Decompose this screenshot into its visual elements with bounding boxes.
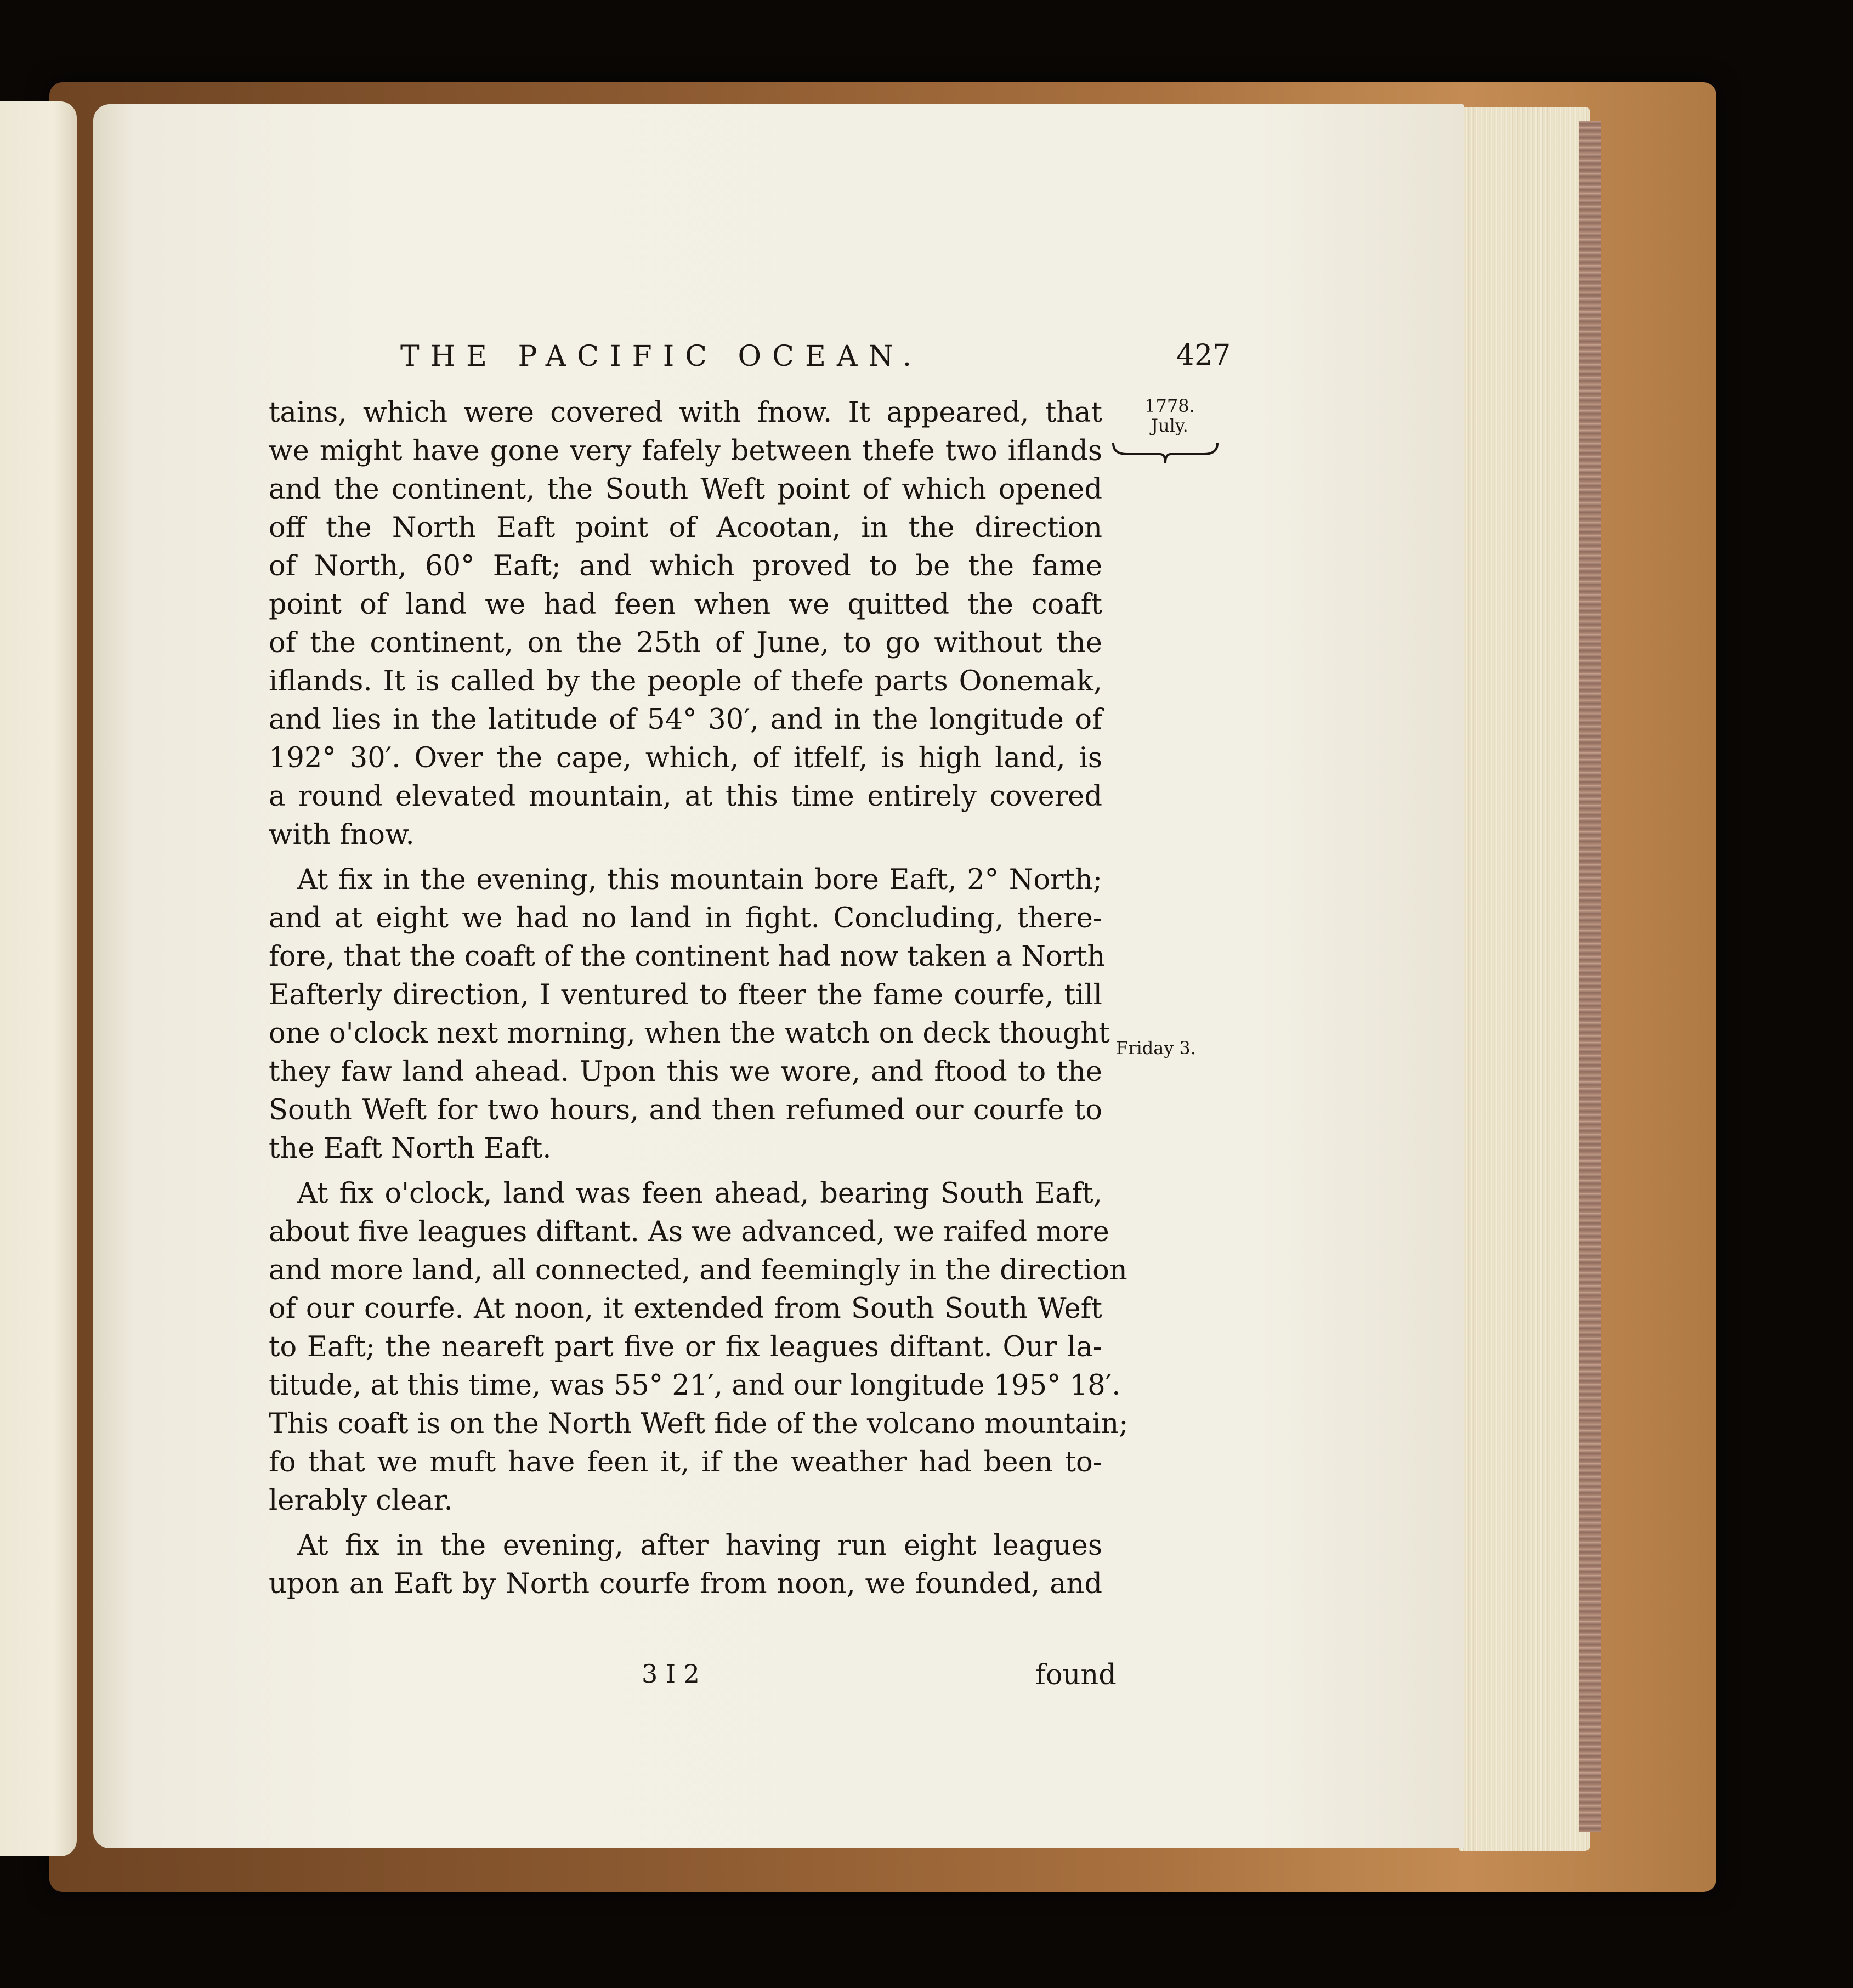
text-line: lerably clear. <box>269 1485 453 1517</box>
text-line: of the continent, on the 25th of June, to go without the <box>269 627 1102 659</box>
text-line: iflands. It is called by the people of thefe parts Oonemak, <box>269 665 1102 698</box>
text-line: one o'clock next morning, when the watch on deck thought <box>269 1017 1110 1050</box>
text-line: fore, that the coaft of the continent had now taken a North <box>269 941 1106 973</box>
text-line: and more land, all connected, and feemingly in the direction <box>269 1254 1127 1287</box>
brace-icon <box>1110 439 1220 466</box>
running-head: THE PACIFIC OCEAN. <box>400 340 923 373</box>
page-number: 427 <box>1176 339 1231 372</box>
text-line: point of land we had feen when we quitted the coaft <box>269 588 1102 621</box>
text-line: titude, at this time, was 55° 21′, and our longitude 195° 18′. <box>269 1369 1121 1402</box>
page-block-edges <box>1459 107 1590 1851</box>
text-line: fo that we muft have feen it, if the weather had been to- <box>269 1446 1102 1479</box>
text-line: off the North Eaft point of Acootan, in the direction <box>269 512 1102 544</box>
body-text <box>269 394 1129 1604</box>
marbled-endpaper <box>1579 121 1601 1832</box>
text-line: 192° 30′. Over the cape, which, of itfelf, is high land, is <box>269 742 1102 774</box>
text-line: This coaft is on the North Weft fide of the volcano mountain; <box>269 1408 1129 1440</box>
signature-mark: 3 I 2 <box>642 1659 700 1689</box>
facing-page-edge <box>0 101 77 1856</box>
text-line: the Eaft North Eaft. <box>269 1132 552 1165</box>
margin-note-year: 1778. <box>1144 395 1195 416</box>
text-line: with fnow. <box>269 819 415 851</box>
text-line: Eafterly direction, I ventured to fteer the fame courfe, till <box>269 979 1102 1011</box>
margin-note-month: July. <box>1151 415 1188 436</box>
text-line: they faw land ahead. Upon this we wore, and ftood to the <box>269 1056 1102 1088</box>
text-line: At fix o'clock, land was feen ahead, bearing South Eaft, <box>297 1177 1102 1210</box>
text-line: of North, 60° Eaft; and which proved to be the fame <box>269 550 1102 582</box>
text-line: upon an Eaft by North courfe from noon, we founded, and <box>269 1568 1102 1600</box>
text-line: At fix in the evening, after having run eight leagues <box>297 1530 1102 1562</box>
text-line: to Eaft; the neareft part five or fix leagues diftant. Our la- <box>269 1331 1102 1363</box>
text-line: a round elevated mountain, at this time entirely covered <box>269 780 1102 813</box>
text-line: we might have gone very fafely between thefe two iflands <box>269 435 1102 467</box>
text-line: and lies in the latitude of 54° 30′, and in the longitude of <box>269 704 1102 736</box>
text-line: and at eight we had no land in fight. Concluding, there- <box>269 902 1102 934</box>
text-line: tains, which were covered with fnow. It appeared, that <box>269 397 1102 429</box>
text-line: South Weft for two hours, and then refumed our courfe to <box>269 1094 1102 1126</box>
margin-note-day: Friday 3. <box>1116 1038 1197 1058</box>
text-line: At fix in the evening, this mountain bore Eaft, 2° North; <box>297 864 1102 896</box>
text-line: and the continent, the South Weft point of which opened <box>269 473 1102 506</box>
text-line: about five leagues diftant. As we advanced, we raifed more <box>269 1216 1109 1248</box>
catchword: found <box>1035 1659 1117 1691</box>
text-line: of our courfe. At noon, it extended from South South Weft <box>269 1293 1102 1325</box>
